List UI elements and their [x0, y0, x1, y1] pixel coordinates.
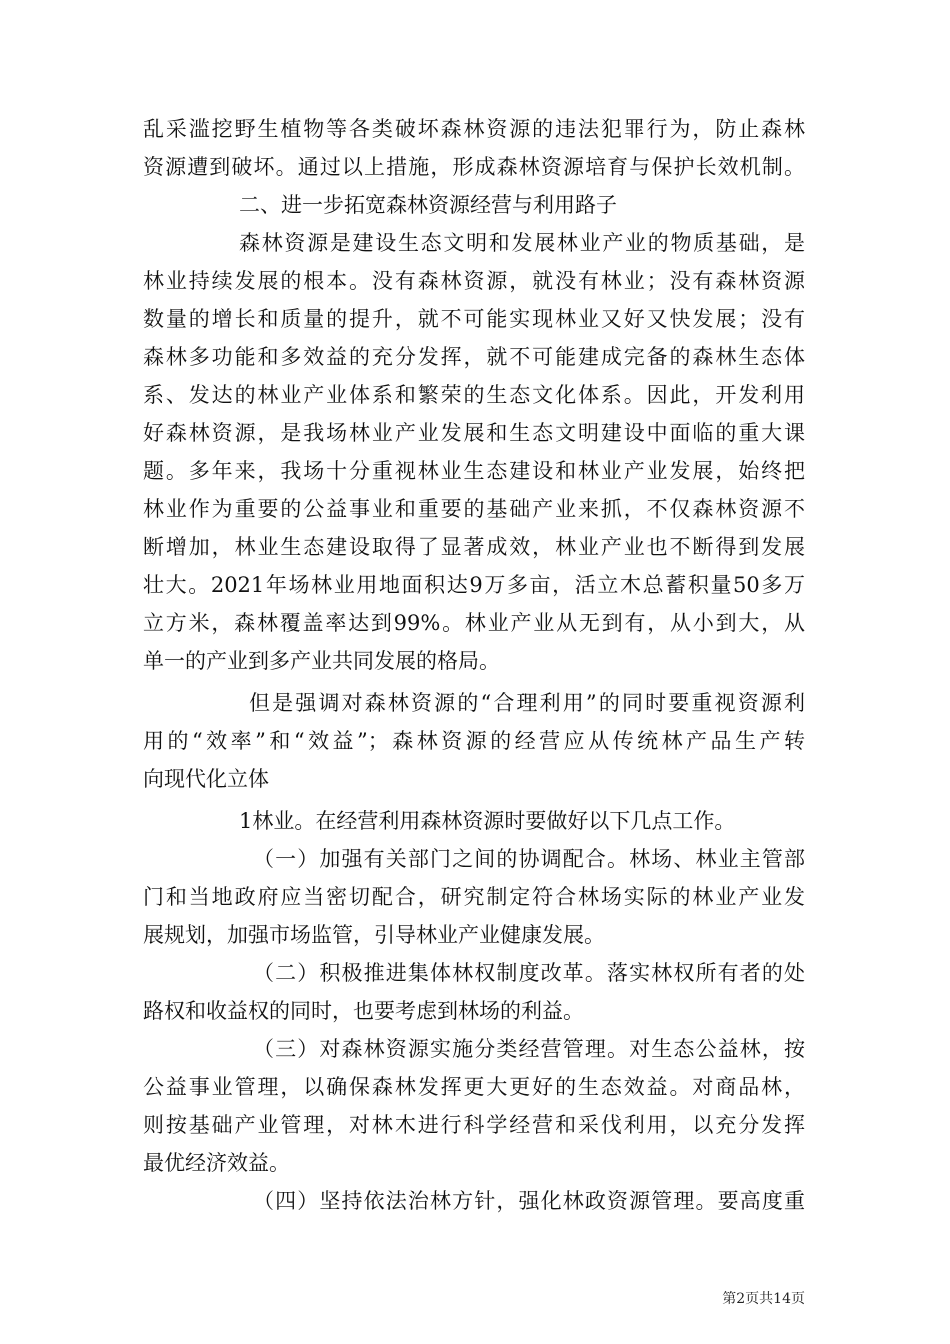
paragraph-first-line: 1林业。在经营利用森林资源时要做好以下几点工作。 — [239, 809, 736, 833]
text-line: 资源遭到破坏。通过以上措施，形成森林资源培育与保护长效机制。 — [143, 155, 805, 179]
text-line: 用的“效率”和“效益”；森林资源的经营应从传统林产品生产转 — [143, 729, 805, 753]
paragraph-first-line: 但是强调对森林资源的“合理利用”的同时要重视资源利 — [249, 691, 805, 715]
text-line: 公益事业管理，以确保森林发挥更大更好的生态效益。对商品林， — [143, 1075, 805, 1099]
text-line: 立方米，森林覆盖率达到99%。林业产业从无到有，从小到大，从 — [143, 611, 805, 635]
text-line: 林业持续发展的根本。没有森林资源，就没有林业；没有森林资源 — [143, 269, 805, 293]
text-line: 门和当地政府应当密切配合，研究制定符合林场实际的林业产业发 — [143, 885, 805, 909]
paragraph-first-line: （四）坚持依法治林方针，强化林政资源管理。要高度重 — [253, 1189, 805, 1213]
text-line: 森林多功能和多效益的充分发挥，就不可能建成完备的森林生态体 — [143, 345, 805, 369]
page-footer — [0, 1289, 950, 1309]
text-line: 向现代化立体 — [143, 767, 269, 791]
paragraph-first-line: （二）积极推进集体林权制度改革。落实林权所有者的处 — [253, 961, 805, 985]
paragraph-first-line: 森林资源是建设生态文明和发展林业产业的物质基础，是 — [239, 231, 805, 255]
text-line: 壮大。2021年场林业用地面积达9万多亩，活立木总蓄积量50多万 — [143, 573, 805, 597]
section-heading: 二、进一步拓宽森林资源经营与利用路子 — [239, 193, 617, 217]
text-line: 则按基础产业管理，对林木进行科学经营和采伐利用，以充分发挥 — [143, 1113, 805, 1137]
text-line: 好森林资源，是我场林业产业发展和生态文明建设中面临的重大课 — [143, 421, 805, 445]
text-line: 林业作为重要的公益事业和重要的基础产业来抓，不仅森林资源不 — [143, 497, 805, 521]
text-line: 断增加，林业生态建设取得了显著成效，林业产业也不断得到发展 — [143, 535, 805, 559]
text-line: 展规划，加强市场监管，引导林业产业健康发展。 — [143, 923, 605, 947]
paragraph-first-line: （一）加强有关部门之间的协调配合。林场、林业主管部 — [253, 847, 805, 871]
page-number: 第2页共14页 — [722, 1291, 805, 1307]
text-line: 最优经济效益。 — [143, 1151, 290, 1175]
text-line: 乱采滥挖野生植物等各类破坏森林资源的违法犯罪行为，防止森林 — [143, 117, 805, 141]
text-line: 系、发达的林业产业体系和繁荣的生态文化体系。因此，开发利用 — [143, 383, 805, 407]
text-line: 单一的产业到多产业共同发展的格局。 — [143, 649, 500, 673]
text-line: 题。多年来，我场十分重视林业生态建设和林业产业发展，始终把 — [143, 459, 805, 483]
paragraph-first-line: （三）对森林资源实施分类经营管理。对生态公益林，按 — [253, 1037, 805, 1061]
text-line: 数量的增长和质量的提升，就不可能实现林业又好又快发展；没有 — [143, 307, 805, 331]
text-line: 路权和收益权的同时，也要考虑到林场的利益。 — [143, 999, 584, 1023]
document-body — [143, 110, 805, 1220]
